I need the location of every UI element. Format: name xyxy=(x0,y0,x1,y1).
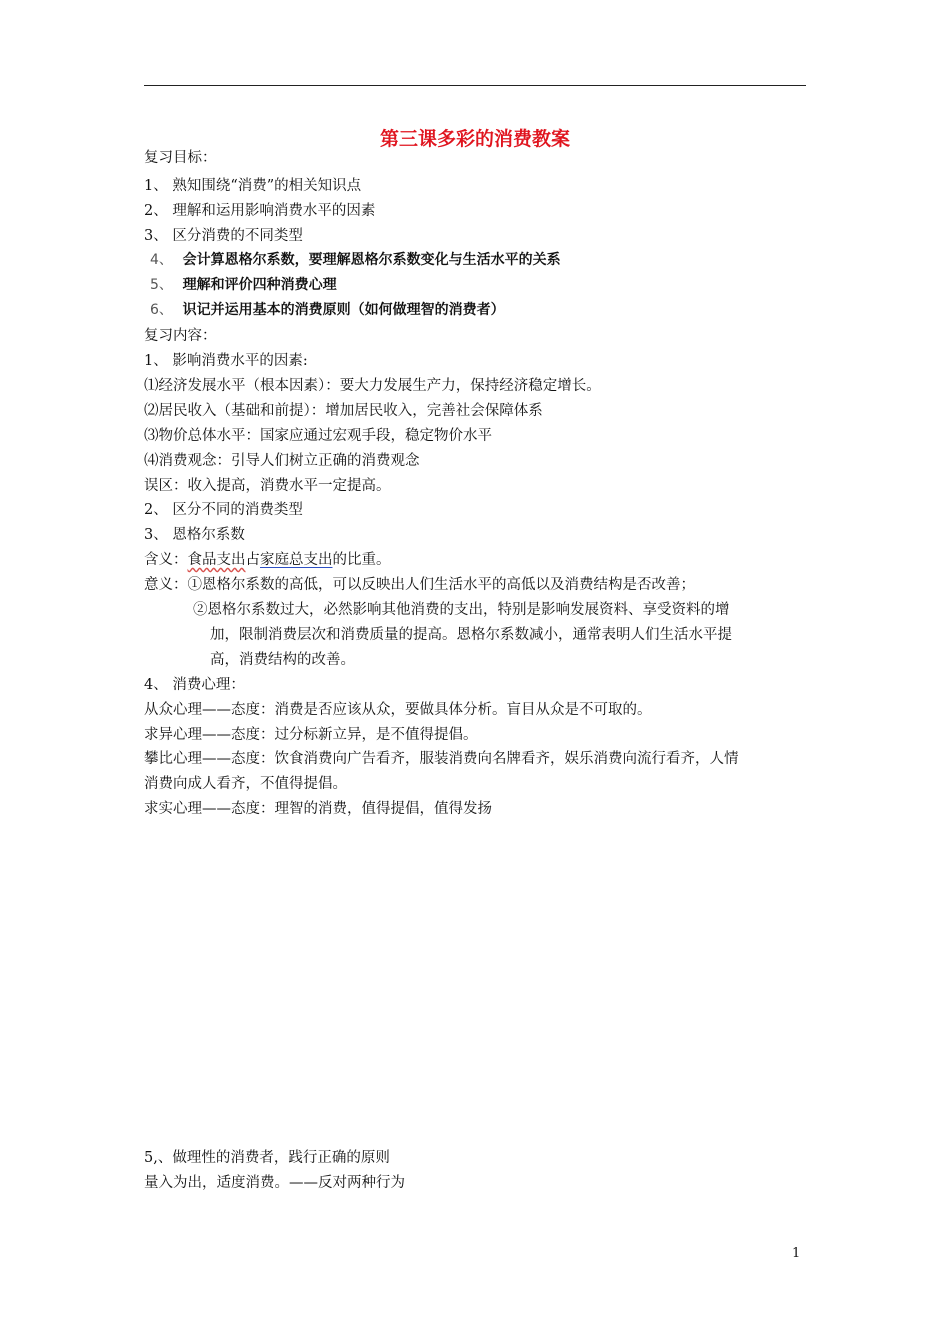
factor-1: ⑴经济发展水平（根本因素）：要大力发展生产力，保持经济稳定增长。 xyxy=(144,378,601,394)
section1-title: 1、 影响消费水平的因素: xyxy=(144,353,308,369)
engel-significance-3: 加，限制消费层次和消费质量的提高。恩格尔系数减小，通常表明人们生活水平提 xyxy=(210,627,732,643)
goal-item-5 xyxy=(150,275,337,295)
psychology-practical: 求实心理——态度：理智的消费，值得提倡，值得发扬 xyxy=(144,801,492,817)
section5-line1: 量入为出，适度消费。——反对两种行为 xyxy=(144,1175,405,1191)
goal-item-6 xyxy=(150,300,505,320)
factor-2: ⑵居民收入（基础和前提）：增加居民收入，完善社会保障体系 xyxy=(144,403,543,419)
review-content-heading: 复习内容： xyxy=(144,328,217,344)
psychology-difference: 求异心理——态度：过分标新立异，是不值得提倡。 xyxy=(144,727,478,743)
section2-title: 2、 区分不同的消费类型 xyxy=(144,502,303,518)
factor-4: ⑷消费观念：引导人们树立正确的消费观念 xyxy=(144,453,420,469)
psychology-comparison-cont: 消费向成人看齐，不值得提倡。 xyxy=(144,776,347,792)
food-expense-term: 食品支出 xyxy=(187,552,246,568)
goal-item-4-number: 4、 xyxy=(150,252,173,268)
meaning-connector: 占 xyxy=(245,552,260,568)
goal-item-5-number: 5、 xyxy=(150,277,173,293)
page-title: 第三课多彩的消费教案 xyxy=(379,128,570,150)
engel-significance-2: ②恩格尔系数过大，必然影响其他消费的支出，特别是影响发展资料、享受资料的增 xyxy=(193,602,730,618)
goal-item-3: 3、 区分消费的不同类型 xyxy=(144,228,303,244)
psychology-conformity: 从众心理——态度：消费是否应该从众，要做具体分析。盲目从众是不可取的。 xyxy=(144,702,652,718)
page-number: 1 xyxy=(792,1246,801,1261)
engel-significance-4: 高，消费结构的改善。 xyxy=(210,652,355,668)
factor-3: ⑶物价总体水平：国家应通过宏观手段，稳定物价水平 xyxy=(144,428,492,444)
review-goals-heading: 复习目标： xyxy=(144,150,217,166)
engel-significance-1: 意义：①恩格尔系数的高低，可以反映出人们生活水平的高低以及消费结构是否改善； xyxy=(144,577,695,593)
meaning-label: 含义： xyxy=(144,552,188,568)
goal-item-4 xyxy=(150,250,561,270)
misconception: 误区：收入提高，消费水平一定提高。 xyxy=(144,478,391,494)
goal-item-6-text: 识记并运用基本的消费原则（如何做理智的消费者） xyxy=(182,302,505,318)
engel-meaning xyxy=(144,550,391,570)
household-expense-term: 家庭总支出 xyxy=(260,552,333,568)
goal-item-6-number: 6、 xyxy=(150,302,173,318)
section5-title: 5,、做理性的消费者，践行正确的原则 xyxy=(144,1150,390,1166)
goal-item-1: 1、 熟知围绕“消费”的相关知识点 xyxy=(144,178,362,194)
goal-item-5-text: 理解和评价四种消费心理 xyxy=(182,277,337,293)
goal-item-2: 2、 理解和运用影响消费水平的因素 xyxy=(144,203,376,219)
section3-title: 3、 恩格尔系数 xyxy=(144,527,245,543)
psychology-comparison: 攀比心理——态度：饮食消费向广告看齐，服装消费向名牌看齐，娱乐消费向流行看齐，人情 xyxy=(144,751,739,767)
header-rule xyxy=(144,85,806,86)
meaning-suffix: 的比重。 xyxy=(332,552,391,568)
section4-title: 4、 消费心理： xyxy=(144,677,245,693)
goal-item-4-text: 会计算恩格尔系数，要理解恩格尔系数变化与生活水平的关系 xyxy=(182,252,561,268)
